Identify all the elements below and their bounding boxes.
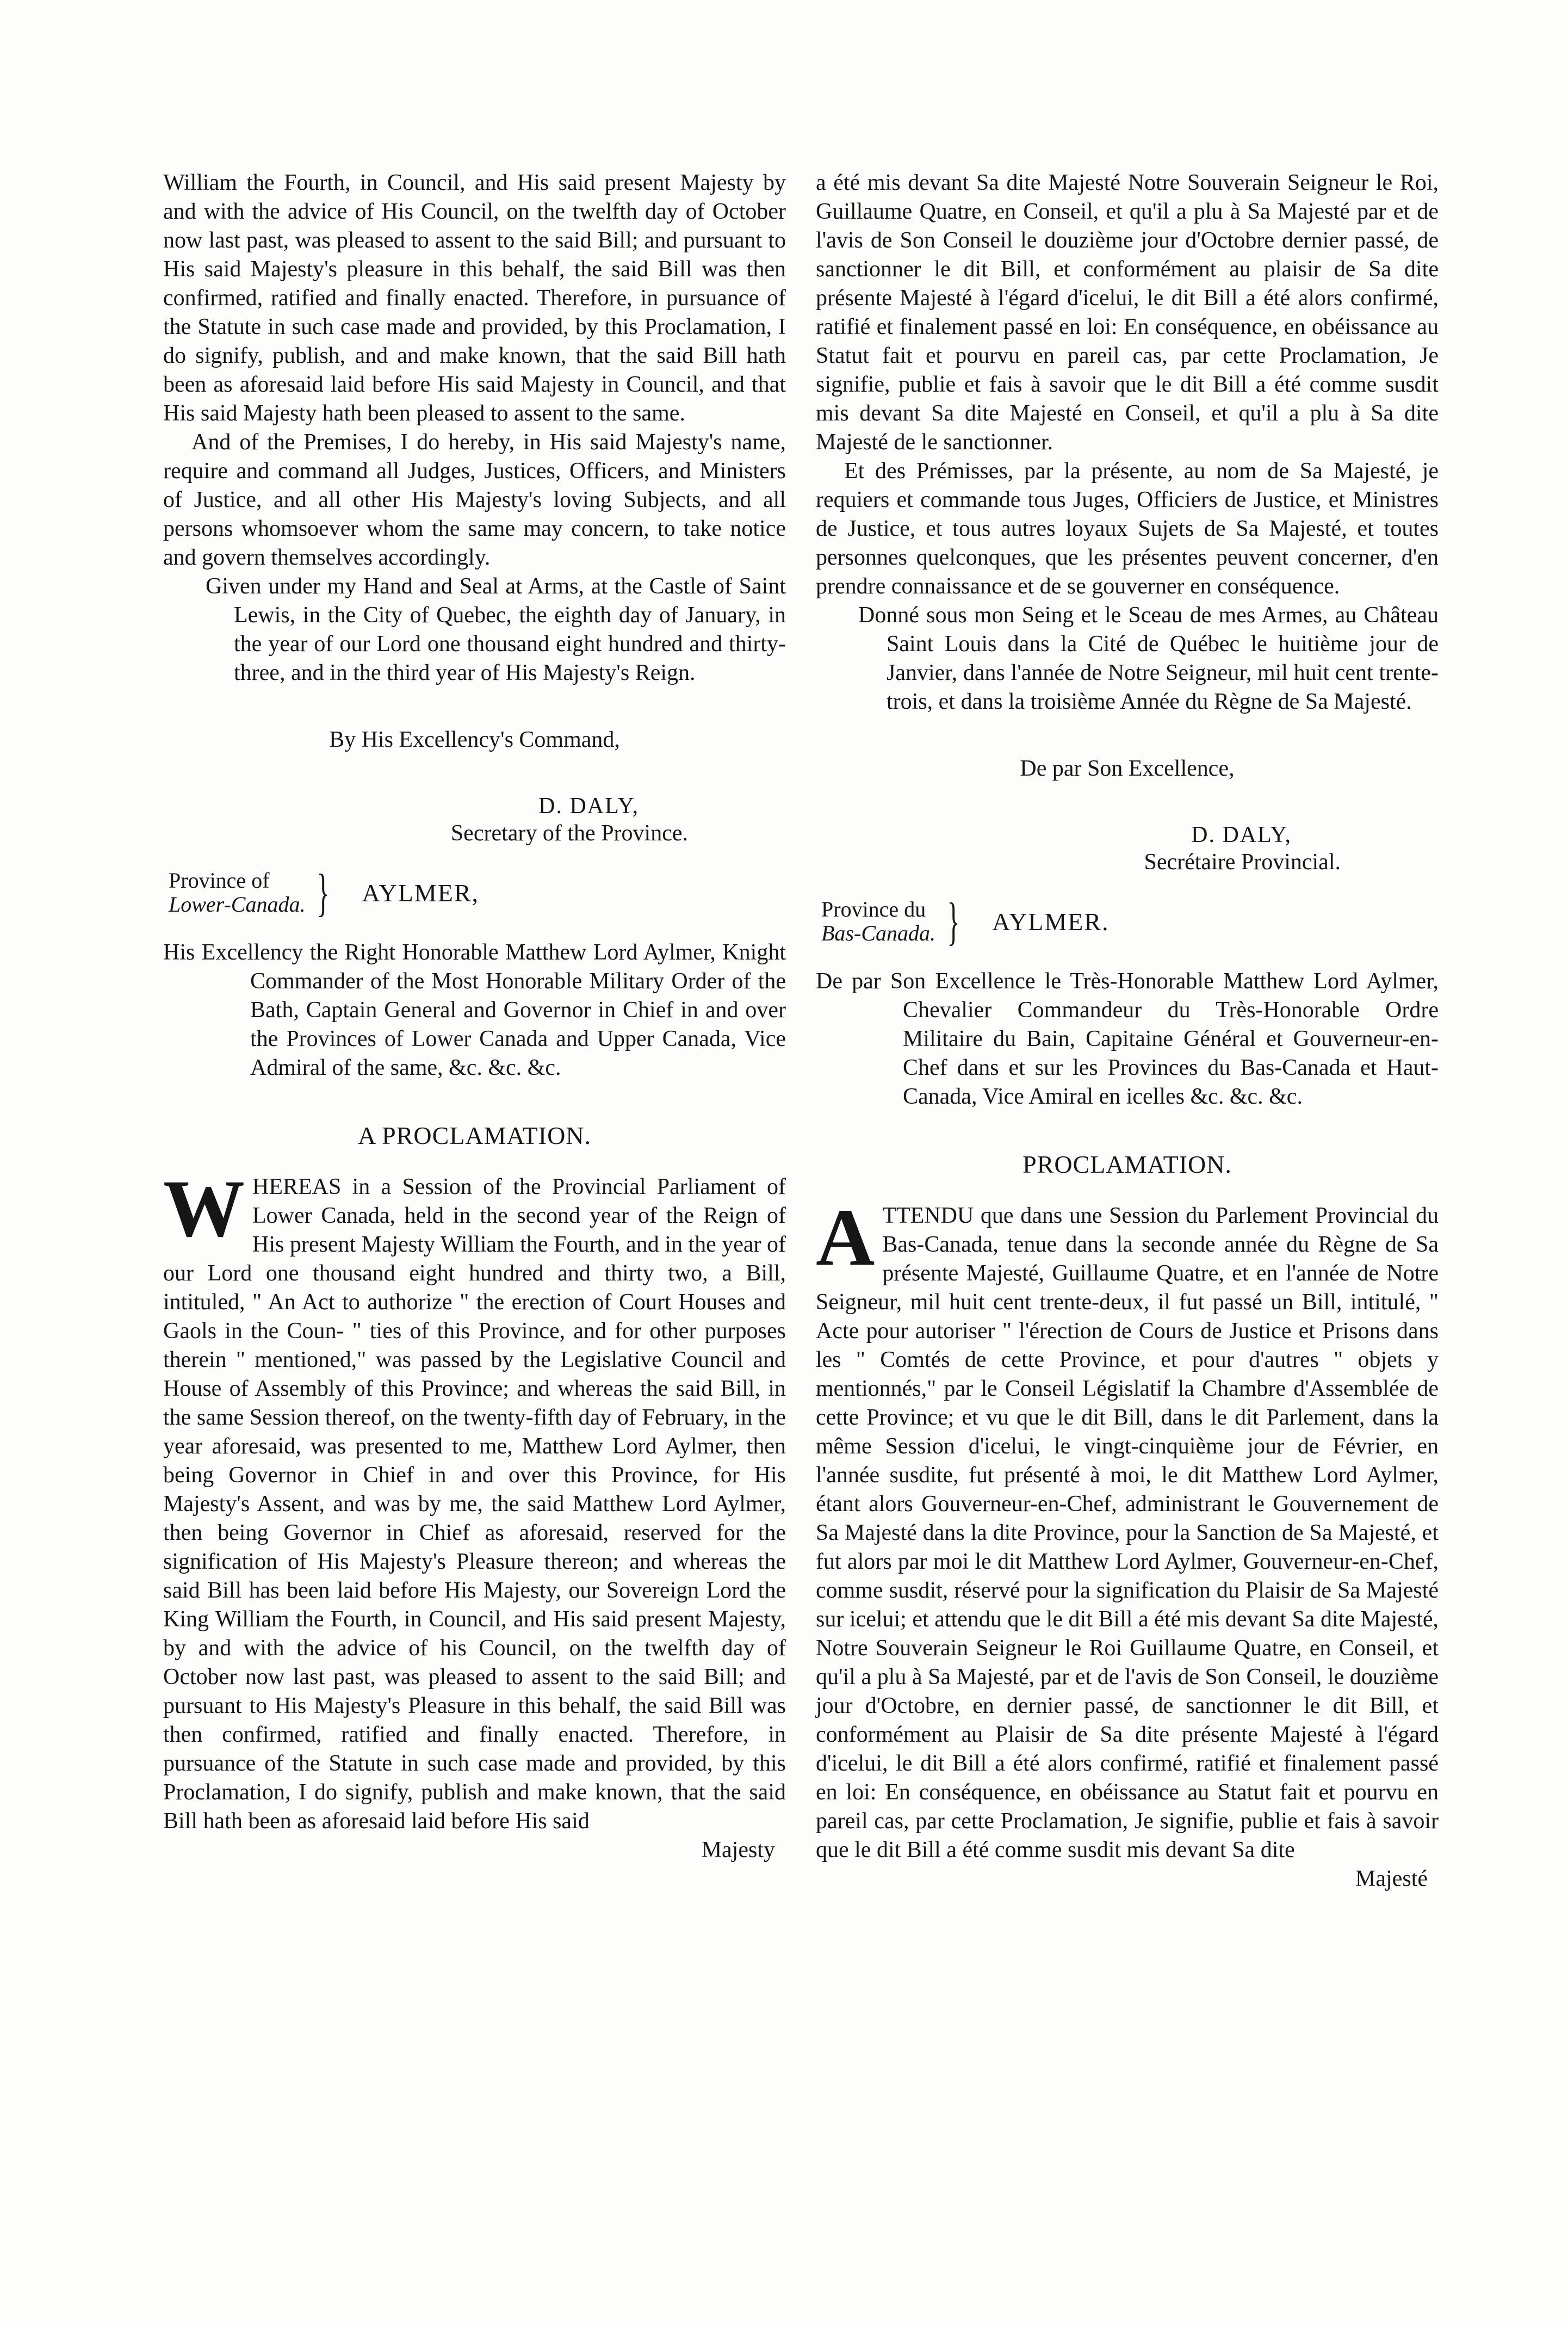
english-province-label: Province of <box>169 868 270 893</box>
french-signer-title: Secrétaire Provincial. <box>1144 850 1341 875</box>
brace-icon: } <box>317 863 330 921</box>
french-province-label: Province du <box>821 897 926 921</box>
french-column <box>816 169 1439 1893</box>
french-continued-paragraph: a été mis devant Sa dite Majesté Notre Souverain Seigneur le Roi, Guillaume Quatre, en Conseil, et qu'il a plu à Sa Majesté par et de l'avis de Son Conseil le douzième jour d'Octobre dernier passé, de sanctionner le dit Bill, et conformément au plaisir de Sa dite présente Majesté à l'égard d'icelui, le dit Bill a été alors confirmé, ratifié et finalement passé en loi: En conséquence, en obéissance au Statut fait et pourvu en pareil cas, par cette Proclamation, Je signifie, publie et fais à savoir que le dit Bill a été comme susdit mis devant Sa dite Majesté en Conseil, et qu'il a plu à Sa dite Majesté de le sanctionner. <box>816 170 1439 455</box>
french-province-block <box>821 892 1439 950</box>
english-premises-paragraph: And of the Premises, I do hereby, in His said Majesty's name, require and command all Judges, Justices, Officers, and Ministers of Justice, and all other His Majesty's loving Subjects, and all persons whomsoever whom the same may concern, to take notice and govern themselves accordingly. <box>163 430 786 570</box>
english-province-block <box>169 863 786 921</box>
english-whereas-block <box>163 1164 786 1836</box>
english-signer-name: D. DALY, <box>538 794 639 819</box>
english-command-line: By His Excellency's Command, <box>329 727 620 752</box>
english-province-name: Lower-Canada. <box>169 892 306 917</box>
english-excellency-title: His Excellency the Right Honorable Matthew Lord Aylmer, Knight Commander of the Most Honorable Military Order of the Bath, Captain General and Governor in Chief in and over the Provinces of Lower Canada and Upper Canada, Vice Admiral of the same, &c. &c. &c. <box>163 940 786 1080</box>
french-premises-paragraph: Et des Prémisses, par la présente, au nom de Sa Majesté, je requiers et commande tous Juges, Officiers de Justice, et Ministres de Justice, et tous autres loyaux Sujets de Sa Majesté, et toutes personnes quelconques, que les présentes peuvent concerner, d'en prendre connaissance et de se gouverner en conséquence. <box>816 459 1439 599</box>
french-excellency-title: De par Son Excellence le Très-Honorable Matthew Lord Aylmer, Chevalier Commandeur du Très-Honorable Ordre Militaire du Bain, Capitaine Général et Gouverneur-en-Chef dans et sur les Provinces du Bas-Canada et Haut-Canada, Vice Amiral en icelles &c. &c. &c. <box>816 969 1439 1109</box>
french-drop-cap: A <box>816 1192 875 1283</box>
english-catchword: Majesty <box>701 1837 775 1862</box>
french-province-name: Bas-Canada. <box>821 921 935 945</box>
french-attendu-paragraph: TTENDU que dans une Session du Parlement Provincial du Bas-Canada, tenue dans la seconde année du Règne de Sa présente Majesté, Guillaume Quatre, et en l'année de Notre Seigneur, mil huit cent trente-deux, il fut passé un Bill, intitulé, " Acte pour autoriser " l'érection de Cours de Justice et Prisons dans les " Comtés de cette Province, et pour d'autres " objets y mentionnés," par le Conseil Législatif la Chambre d'Assemblée de cette Province; et vu que le dit Bill, dans le dit Parlement, dans la même Session d'icelui, le vingt-cinquième jour de Février, en l'année susdite, fut présenté à moi, le dit Matthew Lord Aylmer, étant alors Gouverneur-en-Chef, administrant le Gouvernement de Sa Majesté dans la dite Province, pour la Sanction de Sa Majesté, et fut alors par moi le dit Matthew Lord Aylmer, Gouverneur-en-Chef, comme susdit, réservé pour la signification du Plaisir de Sa Majesté sur icelui; et attendu que le dit Bill a été mis devant Sa dite Majesté, Notre Souverain Seigneur le Roi Guillaume Quatre, en Conseil, et qu'il a plu à Sa Majesté, par et de l'avis de Son Conseil, le douzième jour d'Octobre, en dernier passé, de sanctionner le dit Bill, et conformément au Plaisir de Sa dite présente Majesté à l'égard d'icelui, le dit Bill a été alors confirmé, ratifié et finalement passé en loi: En conséquence, en obéissance au Statut fait et pourvu en pareil cas, par cette Proclamation, Je signifie, publie et fais à savoir que le dit Bill a été comme susdit mis devant Sa dite <box>816 1203 1439 1862</box>
english-continued-paragraph: William the Fourth, in Council, and His said present Majesty by and with the advice of His Council, on the twelfth day of October now last past, was pleased to assent to the said Bill; and pursuant to His said Majesty's pleasure in this behalf, the said Bill was then confirmed, ratified and finally enacted. Therefore, in pursuance of the Statute in such case made and provided, by this Proclamation, I do signify, publish, and and make known, that the said Bill hath been as aforesaid laid before His said Majesty in Council, and that His said Majesty hath been pleased to assent to the same. <box>163 170 786 426</box>
french-catchword: Majesté <box>1355 1866 1428 1891</box>
french-governor-name: AYLMER. <box>992 907 1110 936</box>
french-attendu-block <box>816 1192 1439 1865</box>
english-whereas-paragraph: HEREAS in a Session of the Provincial Parliament of Lower Canada, held in the second year of the Reign of His present Majesty William the Fourth, and in the year of our Lord one thousand eight hundred and thirty two, a Bill, intituled, " An Act to authorize " the erection of Court Houses and Gaols in the Coun- " ties of this Province, and for other purposes therein " mentioned," was passed by the Legislative Council and House of Assembly of this Province; and whereas the said Bill, in the same Session thereof, on the twenty-fifth day of February, in the year aforesaid, was presented to me, Matthew Lord Aylmer, then being Governor in Chief in and over this Province, for His Majesty's Assent, and was by me, the said Matthew Lord Aylmer, then being Governor in Chief as aforesaid, reserved for the signification of His Majesty's Pleasure thereon; and whereas the said Bill has been laid before His Majesty, our Sovereign Lord the King William the Fourth, in Council, and His said present Majesty, by and with the advice of his Council, on the twelfth day of October now last past, was pleased to assent to the said Bill; and pursuant to His Majesty's Pleasure in this behalf, the said Bill was then confirmed, ratified and finally enacted. Therefore, in pursuance of the Statute in such case made and provided, by this Proclamation, I do signify, publish and make known, that the said Bill hath been as aforesaid laid before His said <box>163 1174 786 1834</box>
french-proclamation-heading: PROCLAMATION. <box>1022 1150 1232 1178</box>
french-command-line: De par Son Excellence, <box>1020 756 1235 781</box>
brace-icon: } <box>947 892 960 950</box>
french-signer-name: D. DALY, <box>1191 822 1292 847</box>
french-given-paragraph: Donné sous mon Seing et le Sceau de mes Armes, au Château Saint Louis dans la Cité de Québec le huitième jour de Janvier, dans l'année de Notre Seigneur, mil huit cent trente-trois, et dans la troisième Année du Règne de Sa Majesté. <box>858 603 1439 714</box>
english-given-paragraph: Given under my Hand and Seal at Arms, at the Castle of Saint Lewis, in the City of Quebec, the eighth day of January, in the year of our Lord one thousand eight hundred and thirty-three, and in the third year of His Majesty's Reign. <box>206 574 786 685</box>
english-column <box>163 169 786 1865</box>
english-drop-cap: W <box>163 1164 245 1254</box>
english-signer-title: Secretary of the Province. <box>450 821 688 846</box>
english-governor-name: AYLMER, <box>362 878 480 907</box>
english-proclamation-heading: A PROCLAMATION. <box>357 1122 592 1149</box>
